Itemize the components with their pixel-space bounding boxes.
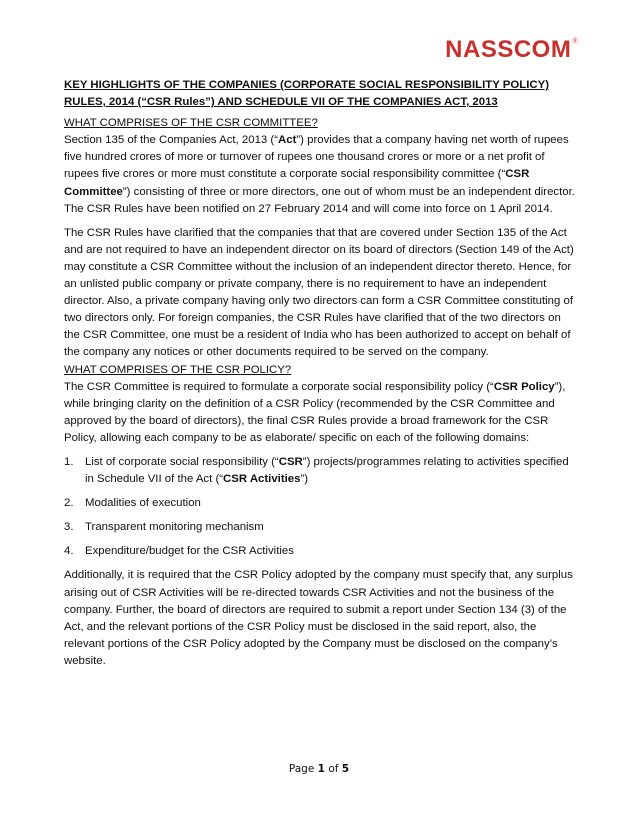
paragraph-section-135: Section 135 of the Companies Act, 2013 (“Act”) provides that a company having net worth of rupees five hundred crores of more or turnover of rupees one thousand crores or more or a net profit of rupees five crores or more must constitute a corporate social responsibility committee (“CSR Committee”) consisting of three or more directors, one out of whom must be an independent director. The CSR Rules have been notified on 27 February 2014 and will come into force on 1 April 2014.: [64, 134, 575, 215]
page-number: Page 1 of 5: [288, 763, 350, 775]
list-item: 4. Expenditure/budget for the CSR Activities: [64, 545, 294, 558]
list-item: 3. Transparent monitoring mechanism: [64, 521, 264, 534]
list-item: 2. Modalities of execution: [64, 497, 201, 510]
registered-mark: ®: [572, 38, 578, 45]
section-heading-csr-policy: WHAT COMPRISES OF THE CSR POLICY?: [64, 363, 292, 376]
paragraph-csr-rules-clarification: The CSR Rules have clarified that the companies that that are covered under Section 135 of the Act and are not required to have an independent director on its board of directors (Section 149 of the Act) may constitute a CSR Committee without the inclusion of an independent director thereto. Hence, for an unlisted public company or private company, there is no requirement to have an independent director. Also, a private company having only two directors can form a CSR Committee constituting of two directors only. For foreign companies, the CSR Rules have clarified that of the two directors on the CSR Committee, one must be a resident of India who has been authorized to accept on behalf of the company any notices or other documents required to be served on the company.: [64, 226, 574, 359]
document-body: [64, 77, 578, 677]
nasscom-logo: [445, 36, 578, 64]
domains-list: [64, 454, 578, 560]
paragraph-additional-requirements: Additionally, it is required that the CSR Policy adopted by the company must specify that, any surplus arising out of CSR Activities will be re-directed towards CSR Activities and not the business of the company. Further, the board of directors are required to submit a report under Section 134 (3) of the Act, and the relevant portions of the CSR Policy must be disclosed in the said report, also, the relevant portions of the CSR Policy adopted by the Company must be disclosed on the company’s website.: [64, 569, 573, 667]
paragraph-csr-policy: The CSR Committee is required to formulate a corporate social responsibility policy (“CSR Policy”), while bringing clarity on the definition of a CSR Policy (recommended by the CSR Committee and approved by the board of directors), the final CSR Rules provide a broad framework for the CSR Policy, allowing each company to be as elaborate/ specific on each of the following domains:: [64, 380, 566, 444]
document-title: KEY HIGHLIGHTS OF THE COMPANIES (CORPORATE SOCIAL RESPONSIBILITY POLICY) RULES, 2014 (“CSR Rules”) AND SCHEDULE VII OF THE COMPANIES ACT, 2013: [64, 79, 549, 109]
section-heading-csr-committee: WHAT COMPRISES OF THE CSR COMMITTEE?: [64, 117, 318, 130]
list-item: 1. List of corporate social responsibility (“CSR”) projects/programmes relating to activities specified in Schedule VII of the Act (“CSR Activities”): [64, 455, 569, 486]
logo-text: NASSCOM: [445, 36, 572, 63]
